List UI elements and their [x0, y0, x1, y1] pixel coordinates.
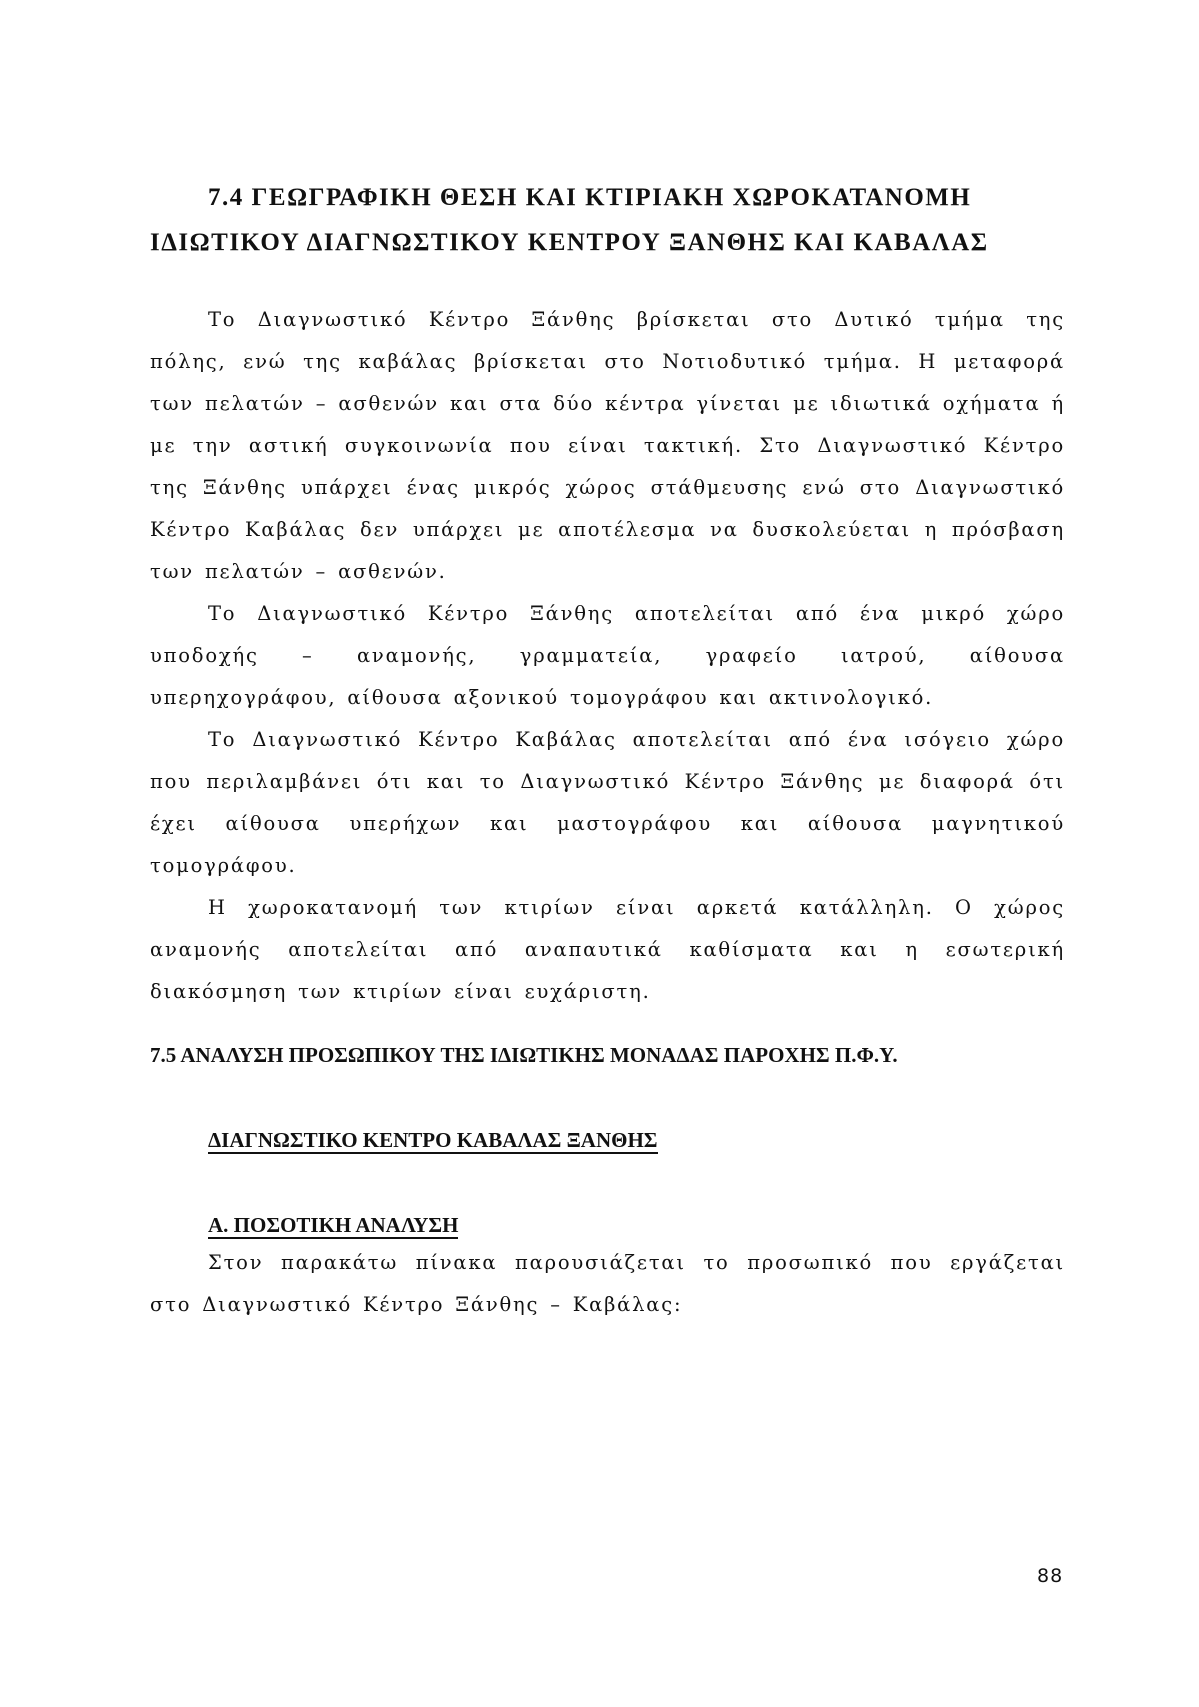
center-title-text: ΔΙΑΓΝΩΣΤΙΚΟ ΚΕΝΤΡΟ ΚΑΒΑΛΑΣ ΞΑΝΘΗΣ: [208, 1128, 658, 1152]
heading-line-1: 7.4 ΓΕΩΓΡΑΦΙΚΗ ΘΕΣΗ ΚΑΙ ΚΤΙΡΙΑΚΗ ΧΩΡΟΚΑΤΑΝΟΜΗ: [208, 184, 972, 211]
paragraph-staff-intro: Στον παρακάτω πίνακα παρουσιάζεται το προσωπικό που εργάζεται στο Διαγνωστικό Κέντρο Ξάνθης – Καβάλας:: [150, 1251, 1065, 1316]
center-title: [150, 1128, 1065, 1153]
heading-line-2: ΙΔΙΩΤΙΚΟΥ ΔΙΑΓΝΩΣΤΙΚΟΥ ΚΕΝΤΡΟΥ ΞΑΝΘΗΣ ΚΑΙ ΚΑΒΑΛΑΣ: [150, 229, 989, 256]
paragraph-location: Το Διαγνωστικό Κέντρο Ξάνθης βρίσκεται στο Δυτικό τμήμα της πόλης, ενώ της καβάλας βρίσκεται στο Νοτιοδυτικό τμήμα. Η μεταφορά των πελατών – ασθενών και στα δύο κέντρα γίνεται με ιδιωτικά οχήματα ή με την αστική συγκοινωνία που είναι τακτική. Στο Διαγνωστικό Κέντρο της Ξάνθης υπάρχει ένας μικρός χώρος στάθμευσης ενώ στο Διαγνωστικό Κέντρο Καβάλας δεν υπάρχει με αποτέλεσμα να δυσκολεύεται η πρόσβαση των πελατών – ασθενών.: [150, 308, 1065, 583]
paragraph-kavala-center: Το Διαγνωστικό Κέντρο Καβάλας αποτελείται από ένα ισόγειο χώρο που περιλαμβάνει ότι και το Διαγνωστικό Κέντρο Ξάνθης με διαφορά ότι έχει αίθουσα υπερήχων και μαστογράφου και αίθουσα μαγνητικού τομογράφου.: [150, 728, 1065, 877]
page-number: 88: [1037, 1565, 1064, 1587]
section-heading: [150, 175, 1065, 265]
paragraph-space-allocation: Η χωροκατανομή των κτιρίων είναι αρκετά κατάλληλη. Ο χώρος αναμονής αποτελείται από αναπαυτικά καθίσματα και η εσωτερική διακόσμηση των κτιρίων είναι ευχάριστη.: [150, 896, 1065, 1003]
paragraph-xanthi-center: Το Διαγνωστικό Κέντρο Ξάνθης αποτελείται από ένα μικρό χώρο υποδοχής – αναμονής, γραμματεία, γραφείο ιατρού, αίθουσα υπερηχογράφου, αίθουσα αξονικού τομογράφου και ακτινολογικό.: [150, 602, 1065, 709]
document-page: [150, 175, 1065, 1326]
section-7-5-title: 7.5 ΑΝΑΛΥΣΗ ΠΡΟΣΩΠΙΚΟΥ ΤΗΣ ΙΔΙΩΤΙΚΗΣ ΜΟΝΑΔΑΣ ΠΑΡΟΧΗΣ Π.Φ.Υ.: [150, 1043, 898, 1067]
subsection-title-text: Α. ΠΟΣΟΤΙΚΗ ΑΝΑΛΥΣΗ: [208, 1213, 459, 1237]
subsection-title: [150, 1213, 1065, 1238]
